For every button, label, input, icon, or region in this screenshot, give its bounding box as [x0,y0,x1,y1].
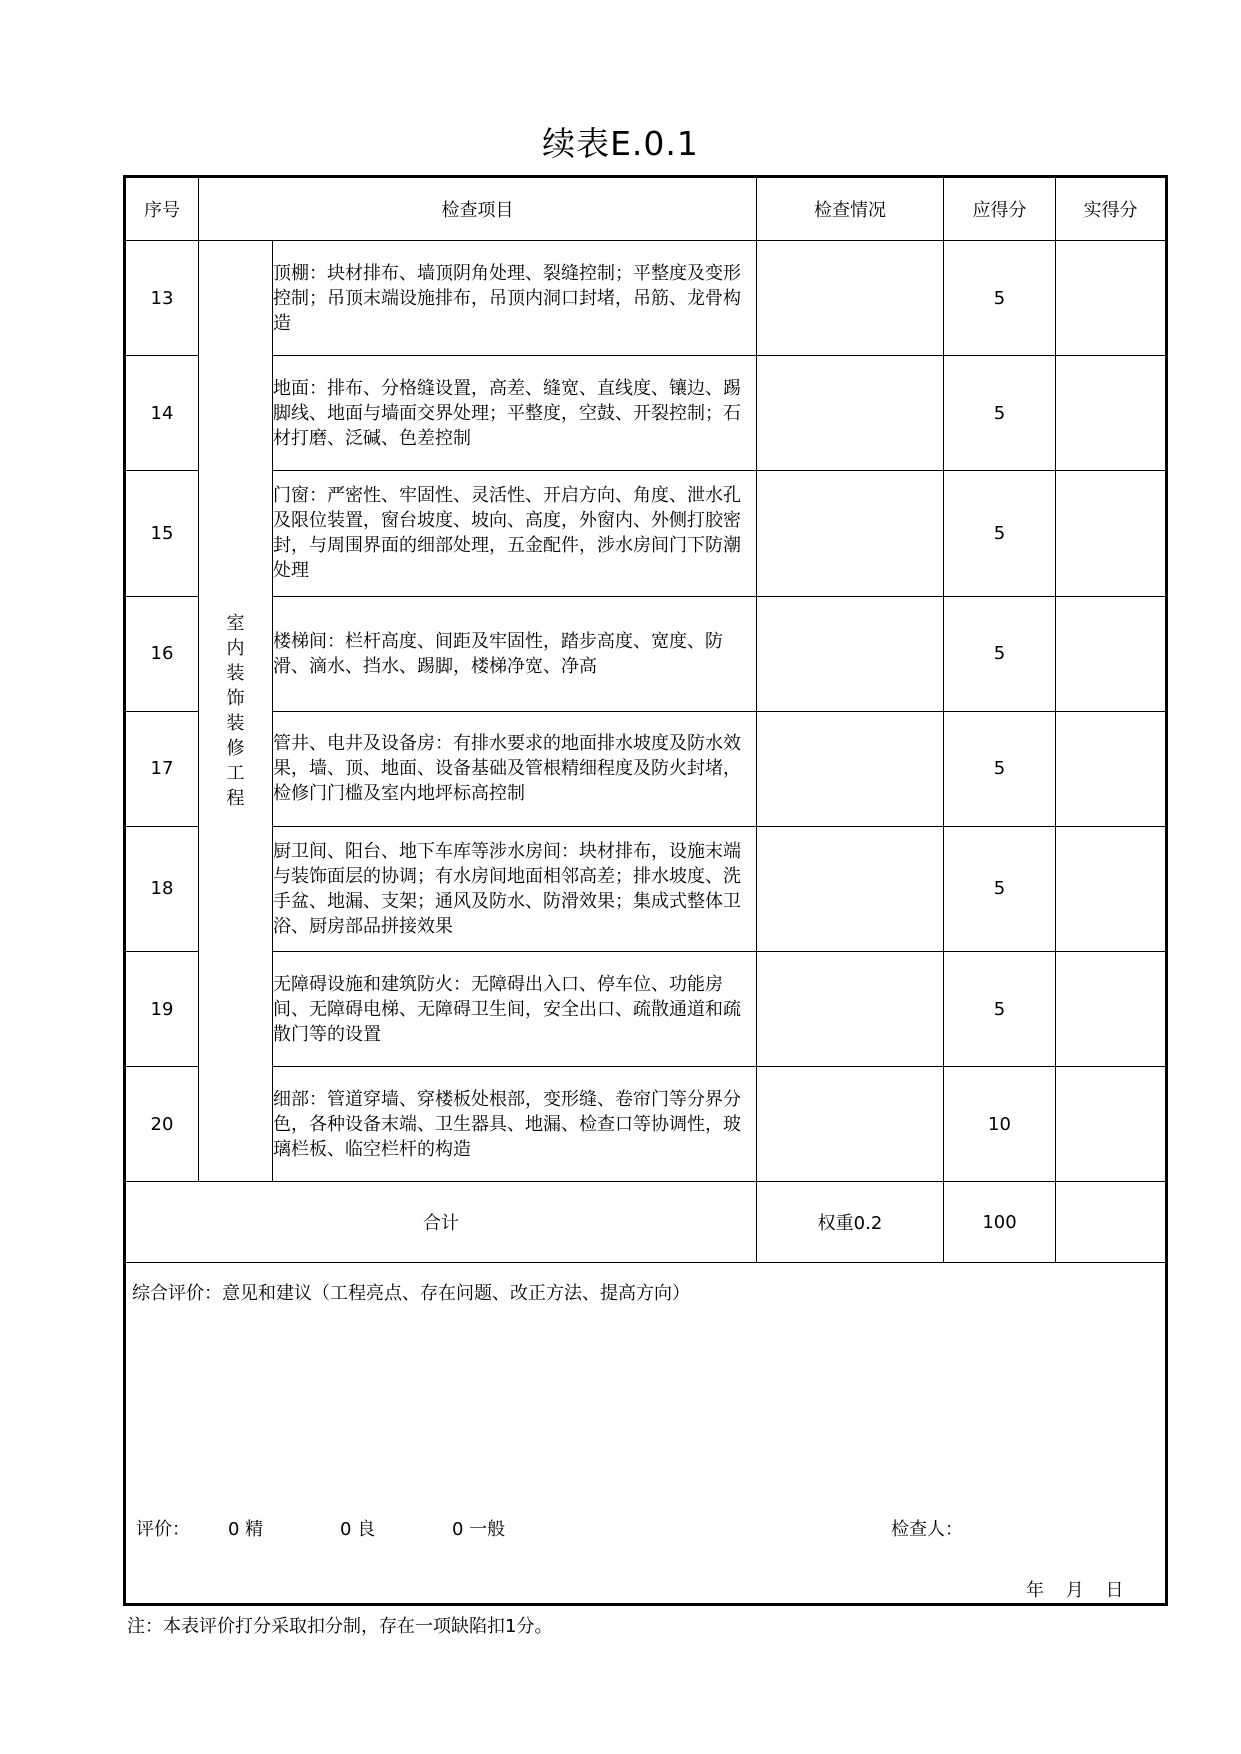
comment-cell[interactable] [125,1263,1167,1605]
table-row [125,952,1167,1067]
header-status: 检查情况 [757,177,944,241]
item-description: 顶棚：块材排布、墙顶阴角处理、裂缝控制；平整度及变形控制；吊顶末端设施排布，吊顶内洞口封堵，吊筋、龙骨构造 [273,241,757,356]
header-seq: 序号 [125,177,199,241]
due-score: 5 [944,596,1056,711]
due-score: 5 [944,471,1056,596]
actual-score-cell[interactable] [1056,711,1167,826]
status-cell[interactable] [757,952,944,1067]
item-description: 门窗：严密性、牢固性、灵活性、开启方向、角度、泄水孔及限位装置，窗台坡度、坡向、高度，外窗内、外侧打胶密封，与周围界面的细部处理，五金配件，涉水房间门下防潮处理 [273,471,757,596]
item-description: 地面：排布、分格缝设置，高差、缝宽、直线度、镶边、踢脚线、地面与墙面交界处理；平整度，空鼓、开裂控制；石材打磨、泛碱、色差控制 [273,356,757,471]
item-description: 无障碍设施和建筑防火：无障碍出入口、停车位、功能房间、无障碍电梯、无障碍卫生间，安全出口、疏散通道和疏散门等的设置 [273,952,757,1067]
table-row [125,471,1167,596]
actual-score-cell[interactable] [1056,596,1167,711]
comment-row [125,1263,1167,1605]
total-row [125,1182,1167,1263]
rating-good[interactable]: 0 良 [340,1519,376,1541]
due-score: 5 [944,241,1056,356]
row-number: 15 [125,471,199,596]
total-actual-cell[interactable] [1056,1182,1167,1263]
table-row [125,711,1167,826]
evaluation-row [136,1515,505,1541]
total-score: 100 [944,1182,1056,1263]
category-label: 室内装饰装修工程 [226,613,245,810]
row-number: 17 [125,711,199,826]
header-due-score: 应得分 [944,177,1056,241]
due-score: 10 [944,1067,1056,1182]
actual-score-cell[interactable] [1056,1067,1167,1182]
rating-excellent[interactable]: 0 精 [228,1519,264,1541]
actual-score-cell[interactable] [1056,952,1167,1067]
page-title: 续表E.0.1 [542,124,699,163]
status-cell[interactable] [757,241,944,356]
status-cell[interactable] [757,711,944,826]
header-actual-score: 实得分 [1056,177,1167,241]
due-score: 5 [944,826,1056,951]
row-number: 13 [125,241,199,356]
status-cell[interactable] [757,596,944,711]
table-row [125,241,1167,356]
actual-score-cell[interactable] [1056,826,1167,951]
actual-score-cell[interactable] [1056,471,1167,596]
row-number: 19 [125,952,199,1067]
rating-average[interactable]: 0 一般 [452,1519,506,1541]
actual-score-cell[interactable] [1056,356,1167,471]
table-row [125,596,1167,711]
row-number: 14 [125,356,199,471]
status-cell[interactable] [757,1067,944,1182]
footnote: 注：本表评价打分采取扣分制，存在一项缺陷扣1分。 [127,1616,553,1637]
actual-score-cell[interactable] [1056,241,1167,356]
comment-label: 综合评价：意见和建议（工程亮点、存在问题、改正方法、提高方向） [132,1283,690,1305]
item-description: 厨卫间、阳台、地下车库等涉水房间：块材排布，设施末端与装饰面层的协调；有水房间地面相邻高差；排水坡度、洗手盆、地漏、支架；通风及防水、防滑效果；集成式整体卫浴、厨房部品拼接效果 [273,826,757,951]
header-item: 检查项目 [199,177,757,241]
table-row [125,1067,1167,1182]
item-description: 细部：管道穿墙、穿楼板处根部，变形缝、卷帘门等分界分色，各种设备末端、卫生器具、地漏、检查口等协调性，玻璃栏板、临空栏杆的构造 [273,1067,757,1182]
table-row [125,826,1167,951]
inspector-label: 检查人： [891,1519,963,1541]
inspection-table [123,175,1168,1606]
header-row [125,177,1167,241]
item-description: 管井、电井及设备房：有排水要求的地面排水坡度及防水效果，墙、顶、地面、设备基础及管根精细程度及防火封堵，检修门门槛及室内地坪标高控制 [273,711,757,826]
category-cell [199,241,273,1182]
due-score: 5 [944,711,1056,826]
due-score: 5 [944,952,1056,1067]
item-description: 楼梯间：栏杆高度、间距及牢固性，踏步高度、宽度、防滑、滴水、挡水、踢脚，楼梯净宽、净高 [273,596,757,711]
status-cell[interactable] [757,471,944,596]
status-cell[interactable] [757,826,944,951]
evaluation-label: 评价： [136,1519,190,1541]
table-row [125,356,1167,471]
row-number: 18 [125,826,199,951]
total-weight: 权重0.2 [757,1182,944,1263]
row-number: 16 [125,596,199,711]
row-number: 20 [125,1067,199,1182]
date-label: 年 月 日 [1026,1580,1124,1602]
due-score: 5 [944,356,1056,471]
total-label: 合计 [125,1182,757,1263]
status-cell[interactable] [757,356,944,471]
